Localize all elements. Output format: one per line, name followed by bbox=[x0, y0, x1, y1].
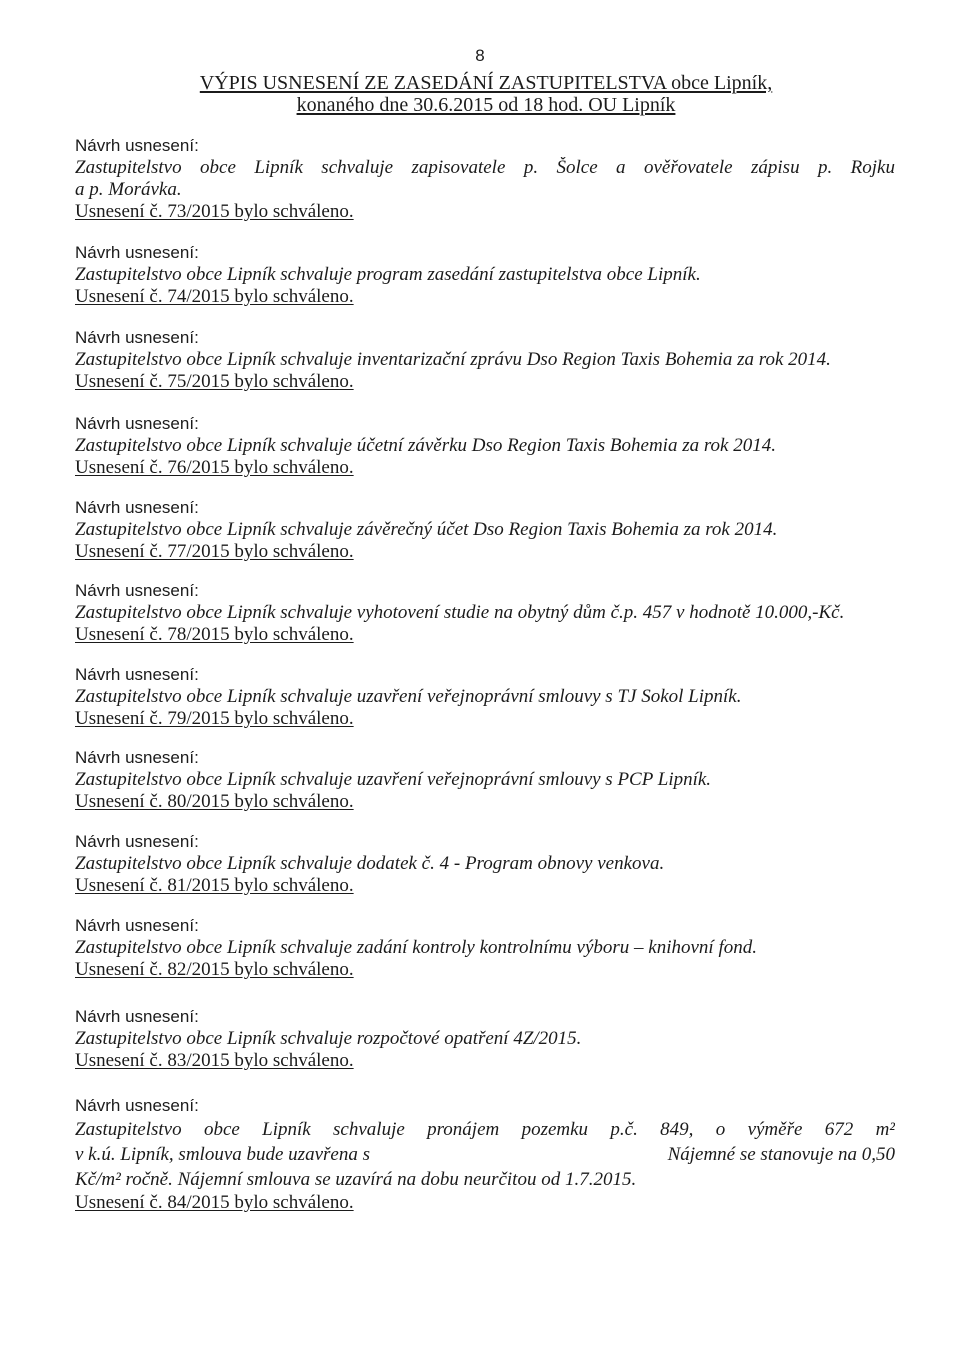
resolution-79 bbox=[75, 664, 895, 730]
resolution-text-line: Kč/m² ročně. Nájemní smlouva se uzavírá na dobu neurčitou od 1.7.2015. bbox=[75, 1169, 637, 1190]
resolution-77 bbox=[75, 497, 895, 563]
resolution-text-line: a p. Morávka. bbox=[75, 179, 182, 200]
resolution-result: Usnesení č. 78/2015 bylo schváleno. bbox=[75, 624, 354, 645]
proposal-label: Návrh usnesení: bbox=[75, 832, 199, 851]
proposal-label: Návrh usnesení: bbox=[75, 665, 199, 684]
resolution-result: Usnesení č. 79/2015 bylo schváleno. bbox=[75, 708, 354, 729]
resolution-result: Usnesení č. 74/2015 bylo schváleno. bbox=[75, 286, 354, 307]
proposal-label: Návrh usnesení: bbox=[75, 498, 199, 517]
resolution-text: Zastupitelstvo obce Lipník schvaluje uzavření veřejnoprávní smlouvy s TJ Sokol Lipník. bbox=[75, 686, 742, 707]
resolution-result: Usnesení č. 76/2015 bylo schváleno. bbox=[75, 457, 354, 478]
resolution-text: Zastupitelstvo obce Lipník schvaluje inventarizační zprávu Dso Region Taxis Bohemia za rok 2014. bbox=[75, 349, 831, 370]
resolution-text: Zastupitelstvo obce Lipník schvaluje uzavření veřejnoprávní smlouvy s PCP Lipník. bbox=[75, 769, 712, 790]
proposal-label: Návrh usnesení: bbox=[75, 136, 199, 155]
resolution-result: Usnesení č. 81/2015 bylo schváleno. bbox=[75, 875, 354, 896]
resolution-text-fragment: Nájemné se stanovuje na 0,50 bbox=[667, 1144, 895, 1165]
resolution-text: Zastupitelstvo obce Lipník schvaluje vyhotovení studie na obytný dům č.p. 457 v hodnotě 10.000,-Kč. bbox=[75, 602, 845, 623]
resolution-text: Zastupitelstvo obce Lipník schvaluje program zasedání zastupitelstva obce Lipník. bbox=[75, 264, 701, 285]
resolution-result: Usnesení č. 80/2015 bylo schváleno. bbox=[75, 791, 354, 812]
document-title-line2: konaného dne 30.6.2015 od 18 hod. OU Lipník bbox=[296, 94, 676, 116]
resolution-73 bbox=[75, 135, 895, 223]
resolution-result: Usnesení č. 73/2015 bylo schváleno. bbox=[75, 201, 354, 222]
resolution-result: Usnesení č. 84/2015 bylo schváleno. bbox=[75, 1192, 354, 1213]
resolution-text-fragment: v k.ú. Lipník, smlouva bude uzavřena s bbox=[75, 1144, 370, 1165]
resolution-text-line bbox=[75, 1142, 895, 1167]
resolution-text-line: Zastupitelstvo obce Lipník schvaluje zapisovatele p. Šolce a ověřovatele zápisu p. Rojku bbox=[75, 157, 895, 178]
resolution-82 bbox=[75, 915, 895, 981]
resolution-76 bbox=[75, 413, 895, 479]
proposal-label: Návrh usnesení: bbox=[75, 916, 199, 935]
proposal-label: Návrh usnesení: bbox=[75, 328, 199, 347]
resolution-84 bbox=[75, 1095, 895, 1214]
resolution-result: Usnesení č. 77/2015 bylo schváleno. bbox=[75, 541, 354, 562]
resolution-80 bbox=[75, 747, 895, 813]
proposal-label: Návrh usnesení: bbox=[75, 414, 199, 433]
proposal-label: Návrh usnesení: bbox=[75, 1096, 199, 1115]
proposal-label: Návrh usnesení: bbox=[75, 748, 199, 767]
resolution-text-line: Zastupitelstvo obce Lipník schvaluje pronájem pozemku p.č. 849, o výměře 672 m² bbox=[75, 1119, 895, 1140]
proposal-label: Návrh usnesení: bbox=[75, 581, 199, 600]
resolution-result: Usnesení č. 82/2015 bylo schváleno. bbox=[75, 959, 354, 980]
resolution-text: Zastupitelstvo obce Lipník schvaluje dodatek č. 4 - Program obnovy venkova. bbox=[75, 853, 665, 874]
resolution-text: Zastupitelstvo obce Lipník schvaluje rozpočtové opatření 4Z/2015. bbox=[75, 1028, 582, 1049]
resolution-text: Zastupitelstvo obce Lipník schvaluje zadání kontroly kontrolnímu výboru – knihovní fond. bbox=[75, 937, 757, 958]
page-number: 8 bbox=[475, 46, 485, 65]
resolution-text: Zastupitelstvo obce Lipník schvaluje závěrečný účet Dso Region Taxis Bohemia za rok 2014. bbox=[75, 519, 778, 540]
resolution-81 bbox=[75, 831, 895, 897]
proposal-label: Návrh usnesení: bbox=[75, 1007, 199, 1026]
proposal-label: Návrh usnesení: bbox=[75, 243, 199, 262]
document-title-line1: VÝPIS USNESENÍ ZE ZASEDÁNÍ ZASTUPITELSTVA obce Lipník, bbox=[199, 72, 773, 94]
resolution-result: Usnesení č. 83/2015 bylo schváleno. bbox=[75, 1050, 354, 1071]
resolution-text: Zastupitelstvo obce Lipník schvaluje účetní závěrku Dso Region Taxis Bohemia za rok 2014. bbox=[75, 435, 776, 456]
resolution-result: Usnesení č. 75/2015 bylo schváleno. bbox=[75, 371, 354, 392]
resolution-75 bbox=[75, 327, 895, 393]
resolution-74 bbox=[75, 242, 895, 308]
resolution-78 bbox=[75, 580, 895, 646]
resolution-83 bbox=[75, 1006, 895, 1072]
